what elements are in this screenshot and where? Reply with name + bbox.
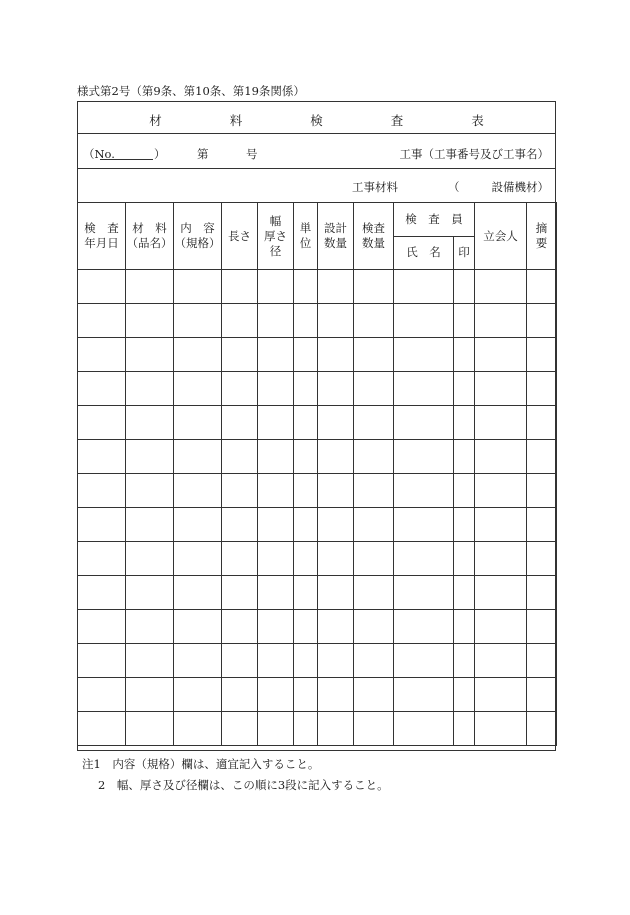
table-cell[interactable]: [126, 304, 174, 338]
table-cell[interactable]: [454, 440, 475, 474]
table-cell[interactable]: [475, 406, 527, 440]
table-cell[interactable]: [527, 338, 557, 372]
table-cell[interactable]: [174, 712, 222, 746]
header-witness: [475, 203, 527, 270]
table-cell[interactable]: [174, 644, 222, 678]
inspection-table: [77, 202, 557, 746]
table-row: [78, 712, 557, 746]
table-cell[interactable]: [354, 338, 394, 372]
table-row: [78, 372, 557, 406]
table-cell[interactable]: [354, 474, 394, 508]
table-cell[interactable]: [394, 474, 454, 508]
table-row: [78, 270, 557, 304]
table-cell[interactable]: [258, 372, 294, 406]
header-text: 印: [458, 245, 470, 260]
header-text: 単: [299, 221, 312, 235]
header-row: [78, 203, 557, 237]
header-text: 位: [299, 236, 312, 250]
table-cell[interactable]: [294, 304, 318, 338]
table-cell[interactable]: [126, 678, 174, 712]
table-cell[interactable]: [394, 372, 454, 406]
table-cell[interactable]: [78, 644, 126, 678]
table-cell[interactable]: [527, 372, 557, 406]
table-cell[interactable]: [258, 576, 294, 610]
header-text: （品名）: [126, 236, 173, 250]
table-cell[interactable]: [174, 610, 222, 644]
form-id: 様式第2号（第9条、第10条、第19条関係）: [77, 84, 305, 98]
table-cell[interactable]: [354, 712, 394, 746]
header-text: 検 査: [84, 221, 119, 235]
table-cell[interactable]: [294, 372, 318, 406]
table-cell[interactable]: [475, 474, 527, 508]
table-cell[interactable]: [222, 304, 258, 338]
table-cell[interactable]: [222, 406, 258, 440]
table-cell[interactable]: [394, 304, 454, 338]
table-cell[interactable]: [318, 406, 354, 440]
table-cell[interactable]: [475, 508, 527, 542]
number-label: （No.: [83, 147, 115, 161]
header-material: [126, 203, 174, 270]
table-cell[interactable]: [354, 576, 394, 610]
header-remarks: [527, 203, 557, 270]
table-row: [78, 440, 557, 474]
table-cell[interactable]: [318, 712, 354, 746]
table-cell[interactable]: [527, 440, 557, 474]
materials-row: [78, 179, 555, 195]
table-cell[interactable]: [454, 338, 475, 372]
table-cell[interactable]: [174, 440, 222, 474]
table-cell[interactable]: [78, 372, 126, 406]
table-cell[interactable]: [78, 508, 126, 542]
header-text: 数量: [362, 236, 385, 250]
table-cell[interactable]: [258, 440, 294, 474]
table-cell[interactable]: [318, 644, 354, 678]
table-cell[interactable]: [527, 610, 557, 644]
header-text: 要: [535, 236, 548, 250]
table-cell[interactable]: [222, 474, 258, 508]
header-text: 厚さ: [264, 228, 287, 243]
table-cell[interactable]: [258, 304, 294, 338]
note-1: 注1 内容（規格）欄は、適宜記入すること。: [82, 757, 320, 771]
table-cell[interactable]: [222, 338, 258, 372]
table-row: [78, 678, 557, 712]
header-text: 内 容: [180, 221, 215, 235]
header-length: [222, 203, 258, 270]
table-cell[interactable]: [475, 440, 527, 474]
header-date: [78, 203, 126, 270]
number-close: ）: [154, 147, 166, 161]
header-text: 摘: [535, 221, 548, 235]
table-cell[interactable]: [126, 372, 174, 406]
header-width: [258, 203, 294, 270]
table-cell[interactable]: [126, 338, 174, 372]
table-cell[interactable]: [126, 440, 174, 474]
table-cell[interactable]: [527, 678, 557, 712]
notes: [82, 754, 389, 796]
title-char: 表: [471, 113, 484, 128]
table-cell[interactable]: [222, 270, 258, 304]
table-cell[interactable]: [78, 270, 126, 304]
table-cell[interactable]: [174, 304, 222, 338]
table-cell[interactable]: [222, 712, 258, 746]
table-cell[interactable]: [475, 712, 527, 746]
table-cell[interactable]: [354, 406, 394, 440]
table-cell[interactable]: [394, 576, 454, 610]
table-cell[interactable]: [126, 712, 174, 746]
table-cell[interactable]: [454, 270, 475, 304]
form-title: [78, 111, 555, 129]
table-cell[interactable]: [174, 406, 222, 440]
table-cell[interactable]: [258, 338, 294, 372]
table-cell[interactable]: [294, 440, 318, 474]
table-cell[interactable]: [318, 542, 354, 576]
table-cell[interactable]: [174, 270, 222, 304]
table-cell[interactable]: [222, 542, 258, 576]
table-row: [78, 610, 557, 644]
table-cell[interactable]: [394, 610, 454, 644]
header-inspector-seal: [454, 236, 475, 270]
table-cell[interactable]: [258, 644, 294, 678]
table-cell[interactable]: [222, 372, 258, 406]
header-inspector: [394, 203, 475, 237]
header-inspector-name: [394, 236, 454, 270]
table-cell[interactable]: [318, 610, 354, 644]
table-cell[interactable]: [318, 440, 354, 474]
table-cell[interactable]: [126, 270, 174, 304]
table-cell[interactable]: [394, 712, 454, 746]
header-text: 径: [269, 243, 282, 258]
table-cell[interactable]: [174, 678, 222, 712]
table-cell[interactable]: [354, 372, 394, 406]
table-cell[interactable]: [475, 338, 527, 372]
table-cell[interactable]: [454, 508, 475, 542]
table-cell[interactable]: [318, 678, 354, 712]
construction-materials-label: 工事材料: [352, 180, 398, 194]
table-cell[interactable]: [78, 406, 126, 440]
table-cell[interactable]: [78, 542, 126, 576]
table-cell[interactable]: [394, 644, 454, 678]
table-cell[interactable]: [527, 508, 557, 542]
table-cell[interactable]: [394, 406, 454, 440]
table-cell[interactable]: [126, 508, 174, 542]
table-cell[interactable]: [475, 270, 527, 304]
table-cell[interactable]: [394, 440, 454, 474]
table-cell[interactable]: [78, 610, 126, 644]
note-2: 2 幅、厚さ及び径欄は、この順に3段に記入すること。: [98, 778, 389, 792]
table-cell[interactable]: [78, 576, 126, 610]
table-cell[interactable]: [394, 678, 454, 712]
table-cell[interactable]: [222, 440, 258, 474]
table-cell[interactable]: [454, 304, 475, 338]
header-text: （規格）: [174, 236, 221, 250]
header-text: 立会人: [483, 228, 518, 243]
table-cell[interactable]: [454, 712, 475, 746]
table-cell[interactable]: [454, 372, 475, 406]
inspection-form: [77, 101, 556, 751]
table-cell[interactable]: [126, 406, 174, 440]
table-cell[interactable]: [222, 678, 258, 712]
table-cell[interactable]: [222, 576, 258, 610]
table-cell[interactable]: [354, 304, 394, 338]
table-cell[interactable]: [394, 338, 454, 372]
title-char: 料: [229, 113, 243, 128]
header-text: 幅: [269, 213, 282, 228]
table-cell[interactable]: [294, 270, 318, 304]
table-cell[interactable]: [354, 270, 394, 304]
table-cell[interactable]: [174, 576, 222, 610]
header-text: 数量: [324, 236, 347, 250]
table-cell[interactable]: [126, 474, 174, 508]
table-cell[interactable]: [258, 712, 294, 746]
divider: [78, 168, 555, 169]
table-cell[interactable]: [258, 270, 294, 304]
table-cell[interactable]: [527, 576, 557, 610]
table-cell[interactable]: [354, 644, 394, 678]
table-cell[interactable]: [78, 338, 126, 372]
header-inspect-qty: [354, 203, 394, 270]
table-cell[interactable]: [258, 474, 294, 508]
table-cell[interactable]: [174, 542, 222, 576]
table-cell[interactable]: [174, 474, 222, 508]
table-cell[interactable]: [126, 610, 174, 644]
table-cell[interactable]: [294, 406, 318, 440]
table-cell[interactable]: [318, 372, 354, 406]
header-text: 検査: [362, 221, 385, 235]
table-cell[interactable]: [527, 712, 557, 746]
table-cell[interactable]: [294, 712, 318, 746]
table-cell[interactable]: [126, 644, 174, 678]
table-cell[interactable]: [222, 610, 258, 644]
table-cell[interactable]: [318, 338, 354, 372]
table-cell[interactable]: [78, 440, 126, 474]
table-cell[interactable]: [527, 644, 557, 678]
construction-name-label: 工事（工事番号及び工事名）: [399, 147, 549, 161]
table-cell[interactable]: [318, 508, 354, 542]
table-cell[interactable]: [527, 406, 557, 440]
header-text: 氏 名: [406, 245, 441, 260]
table-cell[interactable]: [78, 678, 126, 712]
table-cell[interactable]: [475, 678, 527, 712]
table-cell[interactable]: [454, 576, 475, 610]
table-cell[interactable]: [394, 270, 454, 304]
table-row: [78, 508, 557, 542]
table-cell[interactable]: [475, 644, 527, 678]
table-cell[interactable]: [294, 610, 318, 644]
table-cell[interactable]: [454, 542, 475, 576]
table-cell[interactable]: [258, 610, 294, 644]
table-cell[interactable]: [454, 474, 475, 508]
table-cell[interactable]: [354, 542, 394, 576]
table-cell[interactable]: [78, 712, 126, 746]
equipment-label: 設備機材）: [491, 180, 549, 194]
table-cell[interactable]: [475, 576, 527, 610]
table-cell[interactable]: [318, 576, 354, 610]
table-cell[interactable]: [318, 304, 354, 338]
table-cell[interactable]: [294, 508, 318, 542]
table-cell[interactable]: [222, 644, 258, 678]
table-cell[interactable]: [222, 508, 258, 542]
header-text: 年月日: [84, 236, 119, 250]
table-cell[interactable]: [394, 542, 454, 576]
table-cell[interactable]: [527, 304, 557, 338]
table-cell[interactable]: [354, 508, 394, 542]
dai-label: 第: [197, 147, 209, 161]
paren-open: （: [448, 180, 460, 194]
divider: [78, 133, 555, 134]
table-row: [78, 644, 557, 678]
table-cell[interactable]: [475, 610, 527, 644]
table-row: [78, 474, 557, 508]
table-cell[interactable]: [527, 270, 557, 304]
table-row: [78, 338, 557, 372]
number-row: [78, 146, 555, 162]
go-label: 号: [246, 147, 258, 161]
table-cell[interactable]: [294, 576, 318, 610]
number-blank[interactable]: [100, 159, 153, 160]
table-cell[interactable]: [294, 542, 318, 576]
table-cell[interactable]: [174, 508, 222, 542]
table-cell[interactable]: [78, 304, 126, 338]
table-row: [78, 406, 557, 440]
table-cell[interactable]: [294, 474, 318, 508]
table-cell[interactable]: [354, 610, 394, 644]
header-text: 設計: [324, 221, 347, 235]
header-unit: [294, 203, 318, 270]
table-cell[interactable]: [174, 338, 222, 372]
table-cell[interactable]: [354, 678, 394, 712]
header-text: 材 料: [132, 221, 167, 235]
title-char: 査: [390, 113, 404, 128]
table-cell[interactable]: [394, 508, 454, 542]
table-row: [78, 542, 557, 576]
table-cell[interactable]: [294, 338, 318, 372]
table-cell[interactable]: [78, 474, 126, 508]
table-cell[interactable]: [454, 678, 475, 712]
table-cell[interactable]: [126, 542, 174, 576]
table-cell[interactable]: [527, 474, 557, 508]
title-char: 検: [310, 113, 323, 128]
table-cell[interactable]: [354, 440, 394, 474]
title-char: 材: [149, 113, 162, 128]
table-cell[interactable]: [174, 372, 222, 406]
table-cell[interactable]: [294, 678, 318, 712]
header-design-qty: [318, 203, 354, 270]
table-cell[interactable]: [475, 304, 527, 338]
table-cell[interactable]: [454, 644, 475, 678]
header-text: 長さ: [228, 228, 251, 243]
table-cell[interactable]: [527, 542, 557, 576]
header-text: 検 査 員: [405, 211, 463, 226]
table-cell[interactable]: [126, 576, 174, 610]
table-cell[interactable]: [258, 406, 294, 440]
table-cell[interactable]: [475, 542, 527, 576]
table-cell[interactable]: [294, 644, 318, 678]
table-cell[interactable]: [454, 610, 475, 644]
table-row: [78, 576, 557, 610]
table-cell[interactable]: [475, 372, 527, 406]
table-cell[interactable]: [258, 542, 294, 576]
header-content: [174, 203, 222, 270]
table-cell[interactable]: [318, 270, 354, 304]
table-cell[interactable]: [454, 406, 475, 440]
table-cell[interactable]: [318, 474, 354, 508]
table-row: [78, 304, 557, 338]
table-cell[interactable]: [258, 508, 294, 542]
table-cell[interactable]: [258, 678, 294, 712]
